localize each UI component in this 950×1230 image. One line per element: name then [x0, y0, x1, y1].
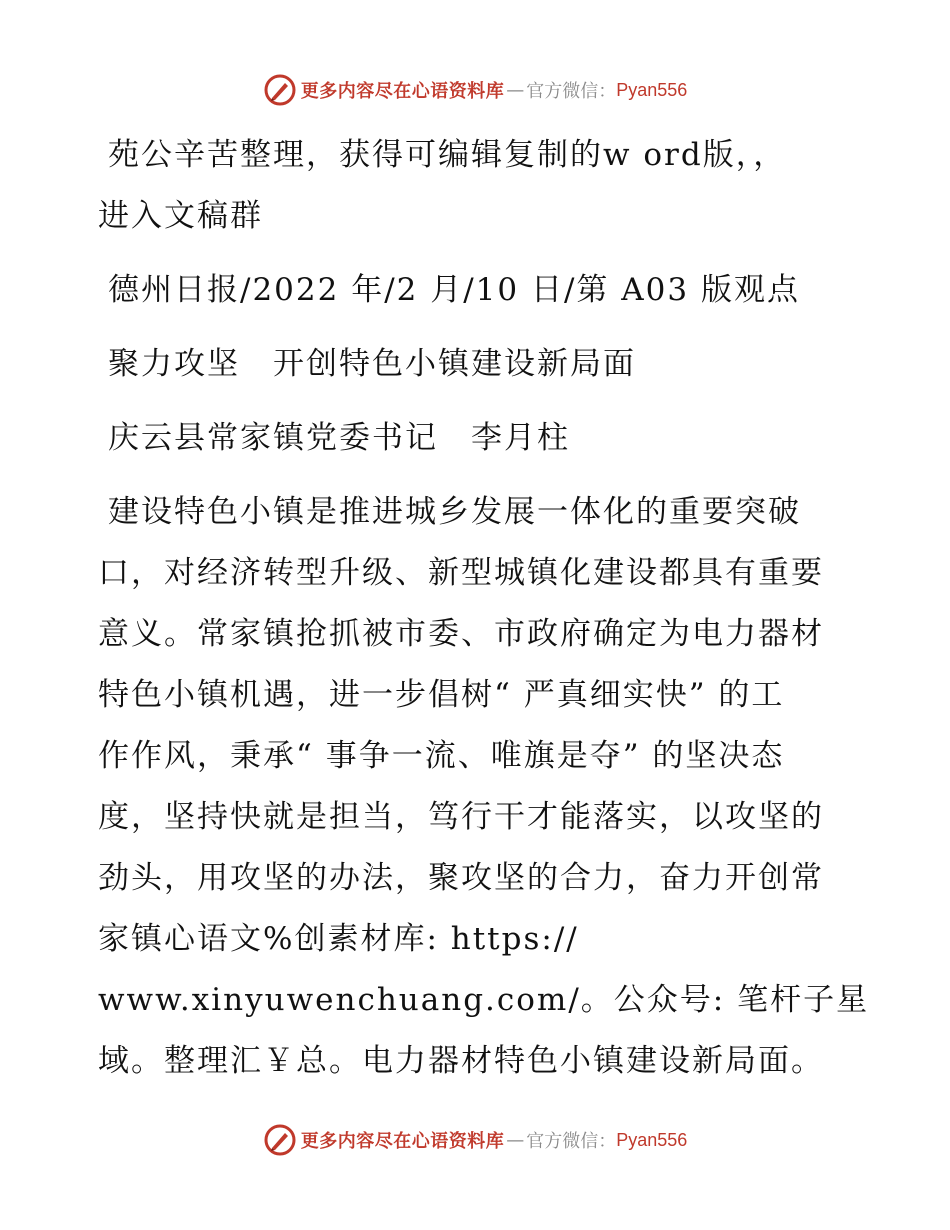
paragraph-line: 口，对经济转型升级、新型城镇化建设都具有重要 — [98, 555, 824, 591]
banner-wechat-id: Pyan556 — [616, 79, 688, 100]
banner-wechat-id: Pyan556 — [616, 1129, 688, 1150]
paragraph-line: 意义。常家镇抢抓被市委、市政府确定为电力器材 — [98, 616, 824, 652]
paragraph-line: 家镇心语文%创素材库: https:// — [98, 921, 579, 957]
banner-separator: — — [506, 1129, 525, 1151]
paragraph-line: 劲头，用攻坚的办法，聚攻坚的合力，奋力开创常 — [98, 860, 824, 896]
paragraph-line: 域。整理汇￥总。电力器材特色小镇建设新局面。 — [98, 1043, 824, 1079]
paragraph-line: 度，坚持快就是担当，笃行干才能落实，以攻坚的 — [98, 799, 824, 835]
document-body — [98, 125, 870, 1092]
pen-circle-icon — [263, 1123, 297, 1157]
article-author: 庆云县常家镇党委书记 李月柱 — [108, 420, 570, 456]
banner-official-label: 官方微信： — [526, 81, 617, 102]
pen-circle-icon — [263, 73, 297, 107]
banner-separator: — — [506, 79, 525, 101]
paragraph-line: www.xinyuwenchuang.com/。公众号: 笔杆子星 — [98, 982, 870, 1018]
paragraph-line: 作作风，秉承“ 事争一流、唯旗是夺” 的坚决态 — [98, 738, 785, 774]
banner-text: 更多内容尽在心语资料库 — [300, 81, 505, 102]
intro-line-1: 苑公辛苦整理，获得可编辑复制的w ord版，， — [108, 137, 787, 173]
banner-official-label: 官方微信： — [526, 1131, 617, 1152]
banner-text: 更多内容尽在心语资料库 — [300, 1131, 505, 1152]
paragraph-line: 特色小镇机遇，进一步倡树“ 严真细实快” 的工 — [98, 677, 785, 713]
paragraph-line: 建设特色小镇是推进城乡发展一体化的重要突破 — [108, 494, 801, 530]
article-title: 聚力攻坚 开创特色小镇建设新局面 — [108, 346, 636, 382]
header-banner — [0, 70, 950, 110]
footer-banner — [0, 1120, 950, 1160]
source-line: 德州日报/2022 年/2 月/10 日/第 A03 版观点 — [108, 272, 800, 308]
article-paragraph — [98, 482, 870, 1092]
intro-line-2: 进入文稿群 — [98, 198, 263, 234]
